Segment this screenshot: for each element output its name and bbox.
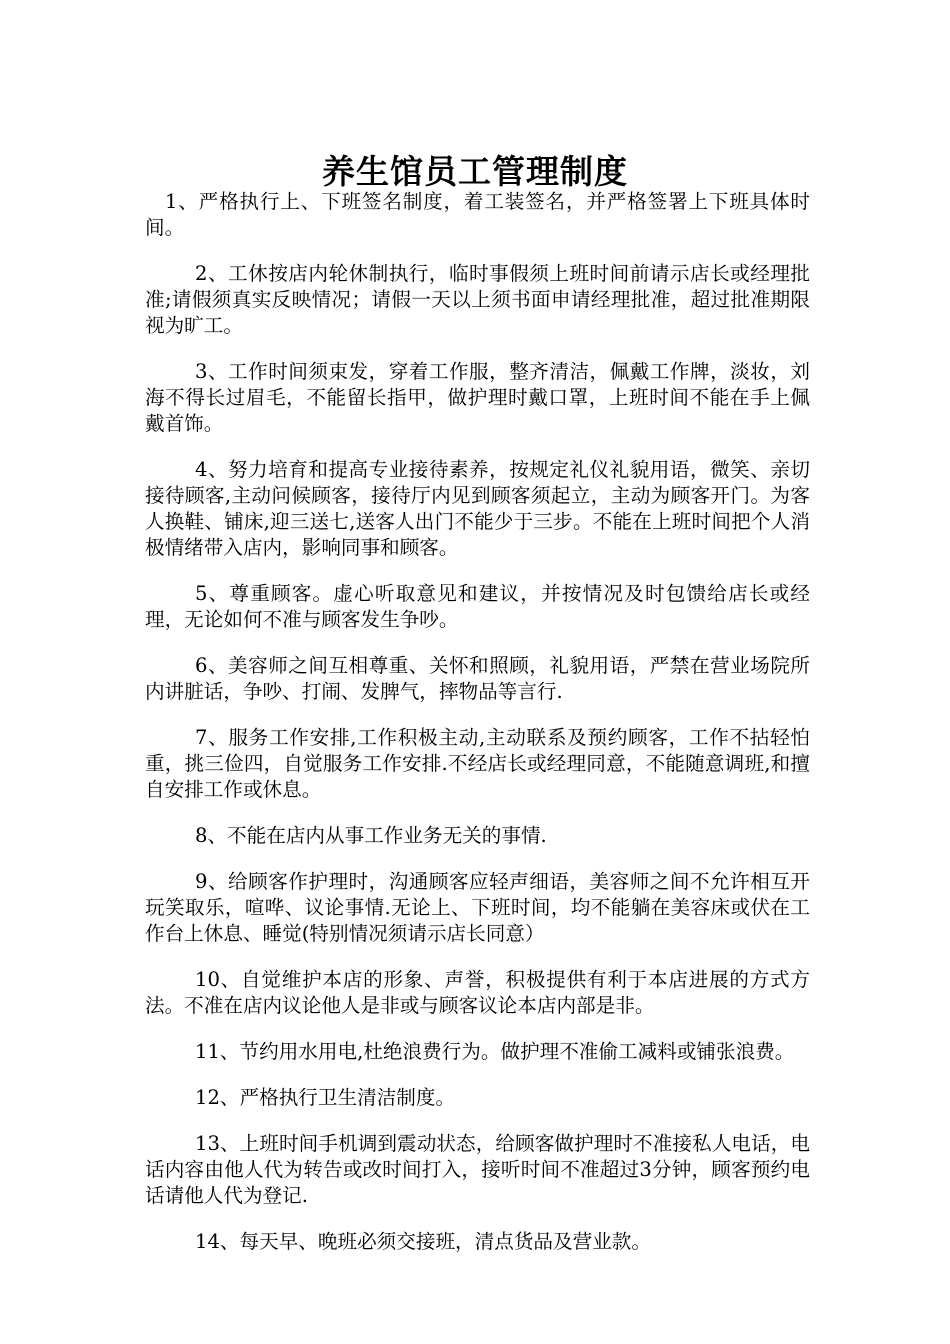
rule-paragraph: 3、工作时间须束发，穿着工作服，整齐清洁，佩戴工作牌，淡妆，刘海不得长过眉毛，不能留长指甲，做护理时戴口罩，上班时间不能在手上佩戴首饰。	[145, 360, 810, 435]
rules-list	[145, 189, 810, 1275]
rule-paragraph: 7、服务工作安排,工作积极主动,主动联系及预约顾客，工作不拈轻怕重，挑三俭四，自觉服务工作安排.不经店长或经理同意，不能随意调班,和擅自安排工作或休息。	[145, 726, 810, 801]
rule-paragraph: 14、每天早、晚班必须交接班，清点货品及营业款。	[195, 1230, 651, 1253]
rule-paragraph: 12、严格执行卫生清洁制度。	[195, 1086, 456, 1109]
rule-paragraph: 1、严格执行上、下班签名制度，着工装签名，并严格签署上下班具体时间。	[145, 190, 810, 239]
rule-paragraph: 13、上班时间手机调到震动状态，给顾客做护理时不准接私人电话，电话内容由他人代为转告或改时间打入，接听时间不准超过3分钟，顾客预约电话请他人代为登记.	[145, 1132, 810, 1207]
document-title: 养生馆员工管理制度	[322, 152, 628, 192]
rule-paragraph: 9、给顾客作护理时，沟通顾客应轻声细语，美容师之间不允许相互开玩笑取乐，喧哗、议论事情.无论上、下班时间，均不能躺在美容床或伏在工作台上休息、睡觉(特别情况须请示店长同意）	[145, 870, 810, 945]
rule-paragraph: 5、尊重顾客。虚心听取意见和建议，并按情况及时包馈给店长或经理，无论如何不准与顾客发生争吵。	[145, 582, 810, 631]
rule-paragraph: 8、不能在店内从事工作业务无关的事情.	[195, 824, 547, 847]
rule-paragraph: 4、努力培育和提高专业接待素养，按规定礼仪礼貌用语，微笑、亲切接待顾客,主动问候顾客，接待厅内见到顾客须起立，主动为顾客开门。为客人换鞋、铺床,迎三送七,送客人出门不能少于三步。不能在上班时间把个人消极情绪带入店内，影响同事和顾客。	[145, 458, 810, 559]
rule-paragraph: 2、工休按店内轮休制执行，临时事假须上班时间前请示店长或经理批准;请假须真实反映情况；请假一天以上须书面申请经理批准，超过批准期限视为旷工。	[145, 262, 810, 337]
rule-paragraph: 10、自觉维护本店的形象、声誉，积极提供有利于本店进展的方式方法。不准在店内议论他人是非或与顾客议论本店内部是非。	[145, 968, 810, 1017]
rule-paragraph: 6、美容师之间互相尊重、关怀和照顾，礼貌用语，严禁在营业场院所内讲脏话，争吵、打闹、发脾气，摔物品等言行.	[145, 654, 810, 703]
rule-paragraph: 11、节约用水用电,杜绝浪费行为。做护理不准偷工减料或铺张浪费。	[195, 1040, 795, 1063]
